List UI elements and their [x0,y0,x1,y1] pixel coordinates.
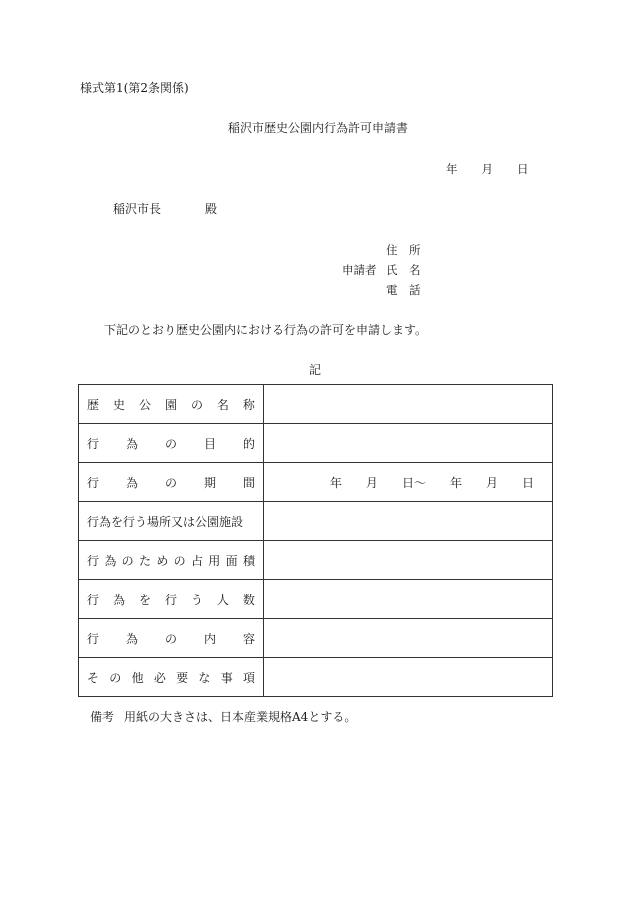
label-char: 必 [153,670,166,685]
label-char: 要 [176,670,189,685]
other-field[interactable] [264,658,553,697]
label-char: の [164,631,177,646]
label-char: 史 [112,397,125,412]
label-char: 項 [242,670,255,685]
label-char: 容 [242,631,255,646]
label-char: そ [87,670,100,685]
label-char: 為 [125,475,138,490]
ki-label: 記 [309,363,322,377]
addressee-honorific: 殿 [205,202,218,216]
table-row [79,463,553,502]
table-row [79,424,553,463]
table-row [79,658,553,697]
period-day-end: 日 [521,475,534,490]
label-char: た [138,553,151,568]
label-char: 他 [131,670,144,685]
label-char: 面 [225,553,238,568]
label-char: 名 [216,397,229,412]
row-label-content [79,619,264,658]
period-month-end: 月 [485,475,498,490]
purpose-field[interactable] [264,424,553,463]
content-field[interactable] [264,619,553,658]
label-char: 行 [164,592,177,607]
label-char: め [156,553,169,568]
row-label-people [79,580,264,619]
label-char: 為 [125,436,138,451]
row-label-location [79,502,264,541]
label-char: 積 [242,553,255,568]
date-year: 年 [446,162,458,176]
addressee-name: 稲沢市長 [113,202,162,216]
label-char: の [109,670,122,685]
label-char: の [190,397,203,412]
label-char: 公 [138,397,151,412]
period-year-end: 年 [449,475,462,490]
label-char: な [198,670,211,685]
label-char: 数 [242,592,255,607]
body-text: 下記のとおり歴史公園内における行為の許可を申請します。 [104,323,428,337]
location-field[interactable] [264,502,553,541]
row-label-period [79,463,264,502]
label-char: 人 [216,592,229,607]
label-char: 行 [87,436,100,451]
form-number: 様式第1(第2条関係) [80,81,189,95]
application-table [78,384,553,697]
label-char: の [164,475,177,490]
label-char: 行 [87,553,100,568]
note-label: 備考 [90,710,115,724]
document-title: 稲沢市歴史公園内行為許可申請書 [228,121,409,135]
row-label-purpose [79,424,264,463]
park-name-field[interactable] [264,385,553,424]
period-field[interactable] [264,463,553,502]
label-char: 称 [242,397,255,412]
label-char: 的 [242,436,255,451]
row-label-other [79,658,264,697]
label-char: の [173,553,186,568]
period-month-start: 月 [365,475,378,490]
label-char: の [164,436,177,451]
label-char: 占 [190,553,203,568]
people-field[interactable] [264,580,553,619]
date-month: 月 [481,162,493,176]
applicant-label: 申請者 [342,263,377,277]
label-char: の [121,553,134,568]
table-row [79,502,553,541]
applicant-address-label: 住 所 [386,243,421,257]
addressee [113,201,217,217]
table-row [79,541,553,580]
label-char: 為 [125,631,138,646]
note-text: 用紙の大きさは、日本産業規格A4とする。 [124,710,357,724]
label-char: 内 [203,631,216,646]
label-char: 目 [203,436,216,451]
label-char: 為 [112,592,125,607]
row-label-park-name [79,385,264,424]
table-row [79,619,553,658]
period-day-start: 日〜 [401,475,426,490]
area-field[interactable] [264,541,553,580]
label-char: 為 [104,553,117,568]
label-char: を [138,592,151,607]
note [90,709,356,725]
label-char: 行 [87,475,100,490]
label-char: 園 [164,397,177,412]
label-char: 期 [203,475,216,490]
location-label-text: 行為を行う場所又は公園施設 [87,514,244,529]
label-char: 事 [220,670,233,685]
label-char: 歴 [87,397,100,412]
table-row [79,580,553,619]
applicant-phone-label: 電 話 [386,283,421,297]
label-char: 行 [87,592,100,607]
label-char: 間 [242,475,255,490]
table-row [79,385,553,424]
label-char: う [190,592,203,607]
date-line [446,161,529,177]
label-char: 行 [87,631,100,646]
period-year-start: 年 [329,475,342,490]
date-day: 日 [517,162,529,176]
label-char: 用 [208,553,221,568]
applicant-name-label: 氏 名 [386,263,421,277]
row-label-area [79,541,264,580]
